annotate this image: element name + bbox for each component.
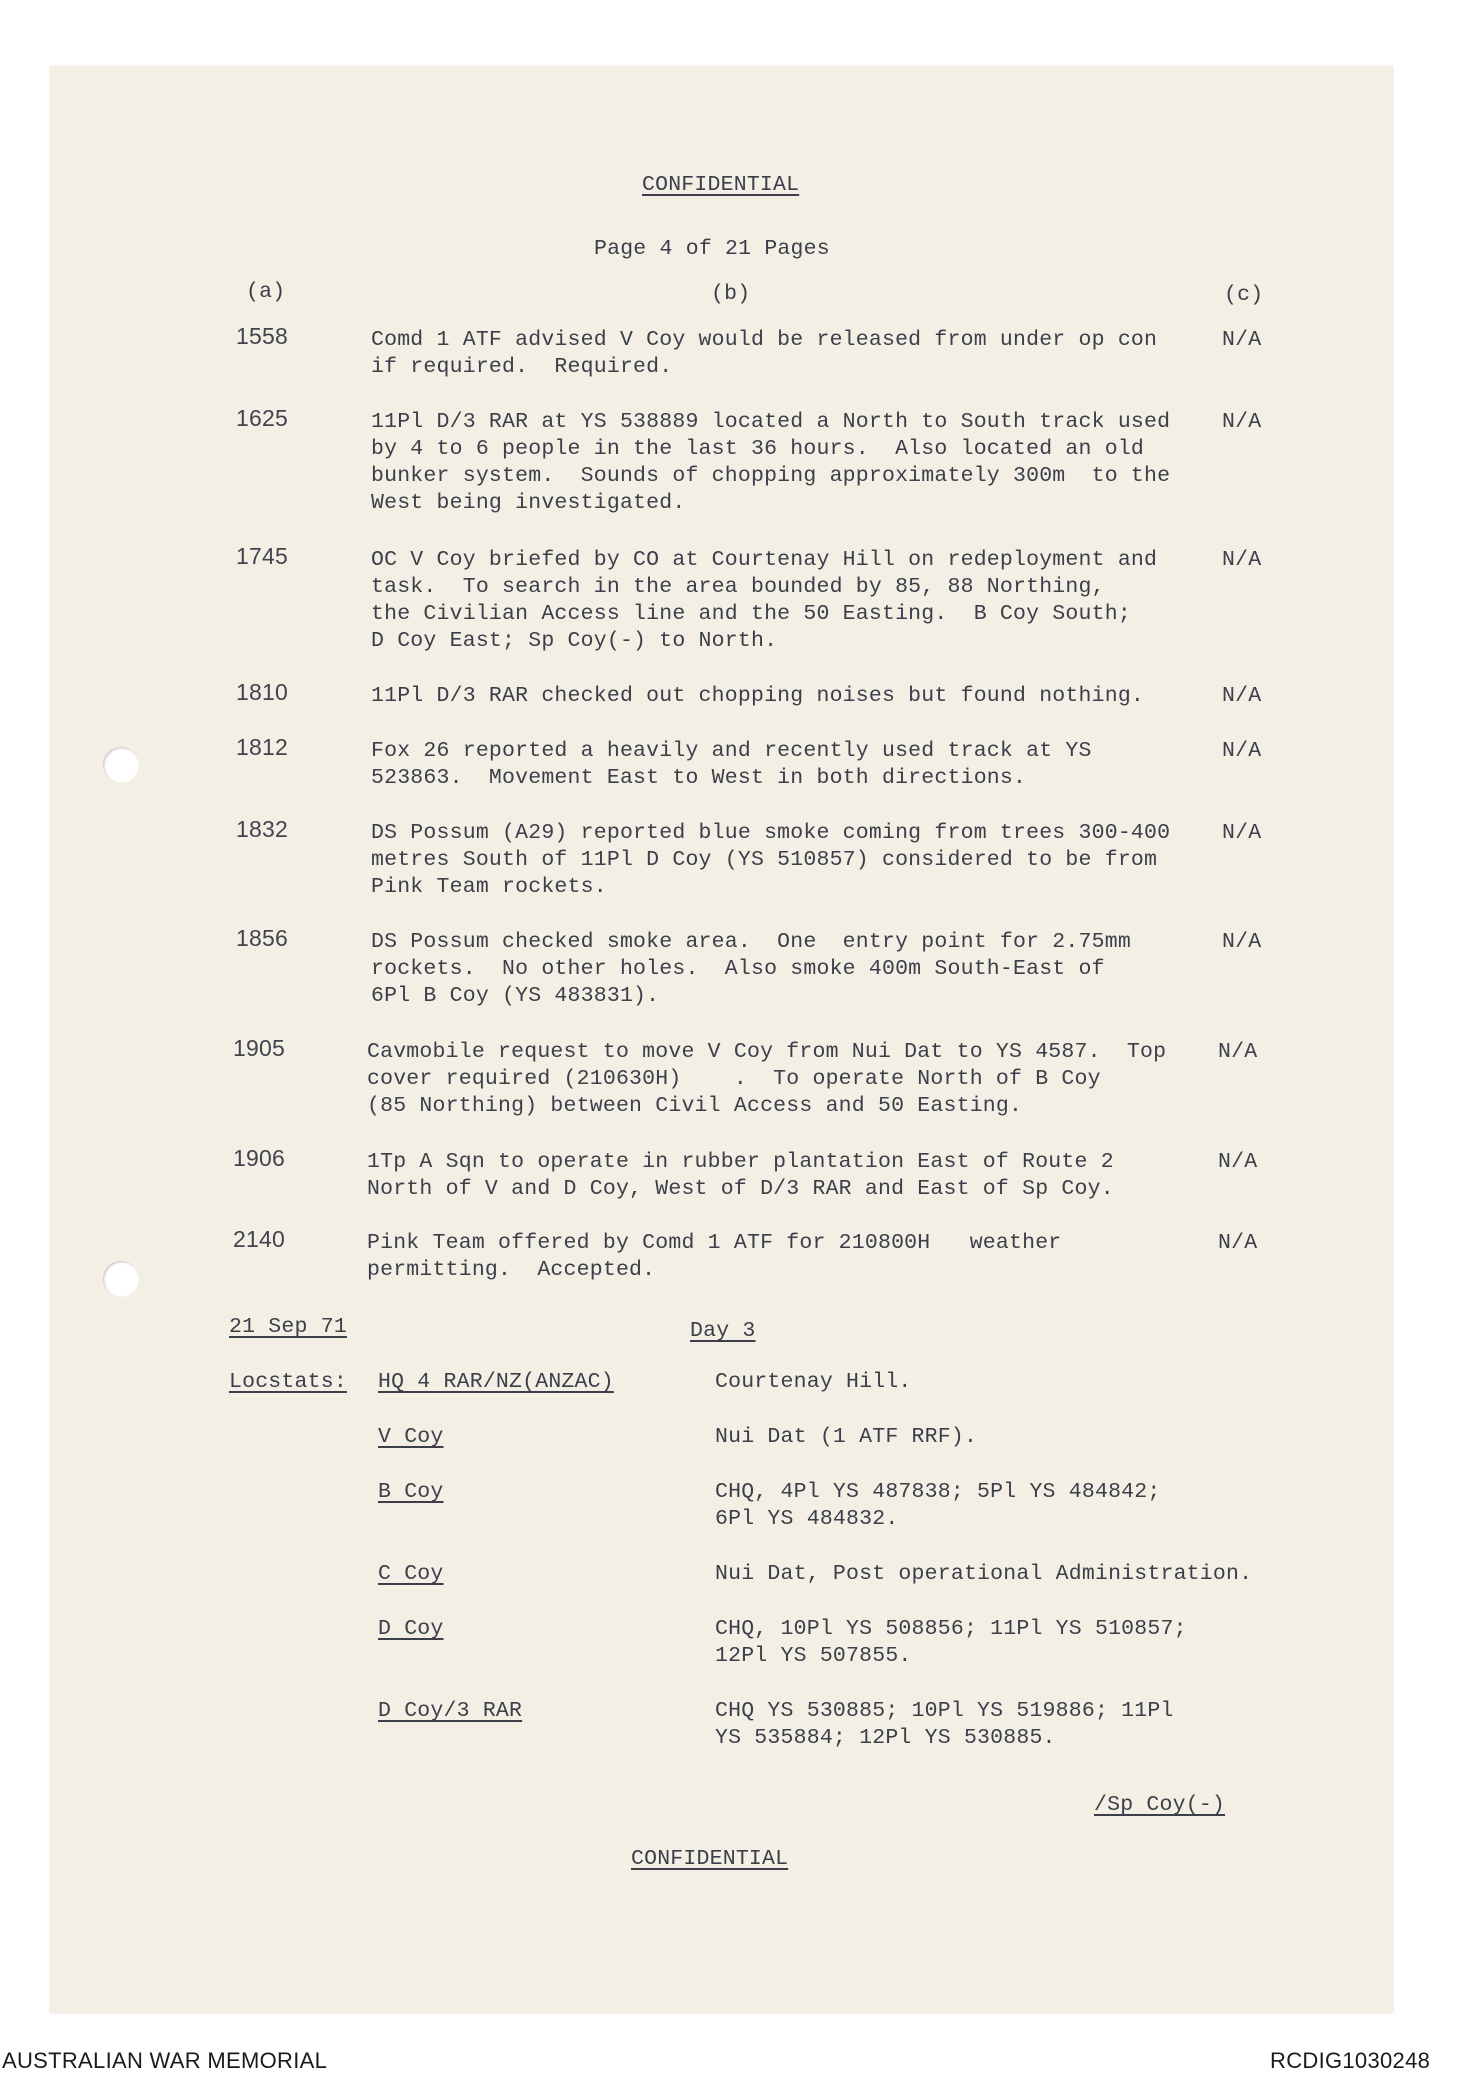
entry-status: N/A [1218,1040,1258,1064]
entry-text-line: 523863. Movement East to West in both directions. [371,766,1027,790]
locstat-unit: V Coy [378,1425,444,1449]
entry-text-line: Fox 26 reported a heavily and recently used track at YS [371,739,1092,763]
entry-status: N/A [1222,328,1262,352]
locstat-location: CHQ YS 530885; 10Pl YS 519886; 11Pl [715,1699,1174,1723]
entry-time: 1856 [236,925,288,951]
entry-time: 1812 [236,734,288,760]
locstat-location: YS 535884; 12Pl YS 530885. [715,1726,1056,1750]
entry-text-line: DS Possum (A29) reported blue smoke coming from trees 300-400 [371,821,1171,845]
entry-text-line: 6Pl B Coy (YS 483831). [371,984,660,1008]
day-number: Day 3 [690,1319,756,1343]
locstat-location: Nui Dat (1 ATF RRF). [715,1425,978,1449]
entry-time: 1625 [236,405,288,431]
archive-credit: AUSTRALIAN WAR MEMORIAL [2,2048,328,2073]
document-page [50,66,1393,2013]
locstat-unit: C Coy [378,1562,444,1586]
entry-status: N/A [1222,821,1262,845]
entry-status: N/A [1222,930,1262,954]
entry-text-line: (85 Northing) between Civil Access and 50 Easting. [367,1094,1023,1118]
column-header-c: (c) [1224,283,1264,307]
classification-top: CONFIDENTIAL [642,173,800,197]
locstat-unit: B Coy [378,1480,444,1504]
locstat-unit: D Coy [378,1617,444,1641]
entry-text-line: by 4 to 6 people in the last 36 hours. Also located an old [371,437,1145,461]
locstat-location: Courtenay Hill. [715,1370,912,1394]
entry-text-line: Pink Team offered by Comd 1 ATF for 210800H weather [367,1231,1062,1255]
entry-text-line: Cavmobile request to move V Coy from Nui Dat to YS 4587. Top [367,1040,1167,1064]
locstat-location: CHQ, 4Pl YS 487838; 5Pl YS 484842; [715,1480,1161,1504]
entry-text-line: rockets. No other holes. Also smoke 400m South-East of [371,957,1105,981]
entry-time: 1906 [233,1145,285,1171]
entry-text-line: Pink Team rockets. [371,875,607,899]
entry-text-line: 1Tp A Sqn to operate in rubber plantation East of Route 2 [367,1150,1114,1174]
entry-text-line: North of V and D Coy, West of D/3 RAR and East of Sp Coy. [367,1177,1114,1201]
continuation-note: /Sp Coy(-) [1094,1793,1226,1817]
entry-date: 21 Sep 71 [229,1315,347,1339]
entry-text-line: 11Pl D/3 RAR checked out chopping noises but found nothing. [371,684,1145,708]
entry-text-line: cover required (210630H) . To operate North of B Coy [367,1067,1101,1091]
entry-time: 1810 [236,679,288,705]
entry-status: N/A [1222,684,1262,708]
punch-hole [103,1261,139,1297]
locstat-location: 6Pl YS 484832. [715,1507,899,1531]
locstats-label: Locstats: [229,1370,347,1394]
entry-status: N/A [1222,410,1262,434]
entry-text-line: West being investigated. [371,491,686,515]
entry-text-line: the Civilian Access line and the 50 Easting. B Coy South; [371,602,1131,626]
entry-text-line: task. To search in the area bounded by 85, 88 Northing, [371,575,1105,599]
locstat-location: Nui Dat, Post operational Administration. [715,1562,1253,1586]
locstat-unit: D Coy/3 RAR [378,1699,523,1723]
column-header-a: (a) [246,280,286,304]
column-header-b: (b) [711,282,751,306]
page-number: Page 4 of 21 Pages [594,237,830,261]
entry-status: N/A [1218,1231,1258,1255]
archive-reference: RCDIG1030248 [1270,2048,1431,2073]
entry-text-line: 11Pl D/3 RAR at YS 538889 located a North to South track used [371,410,1171,434]
entry-text-line: OC V Coy briefed by CO at Courtenay Hill on redeployment and [371,548,1158,572]
entry-text-line: DS Possum checked smoke area. One entry point for 2.75mm [371,930,1131,954]
entry-text-line: if required. Required. [371,355,673,379]
entry-status: N/A [1218,1150,1258,1174]
entry-text-line: D Coy East; Sp Coy(-) to North. [371,629,778,653]
entry-time: 1745 [236,543,288,569]
entry-time: 1558 [236,323,288,349]
locstat-location: CHQ, 10Pl YS 508856; 11Pl YS 510857; [715,1617,1187,1641]
classification-bottom: CONFIDENTIAL [631,1847,789,1871]
entry-text-line: bunker system. Sounds of chopping approximately 300m to the [371,464,1171,488]
locstat-location: 12Pl YS 507855. [715,1644,912,1668]
punch-hole [103,747,139,783]
entry-time: 2140 [233,1226,285,1252]
entry-text-line: Comd 1 ATF advised V Coy would be released from under op con [371,328,1158,352]
locstat-unit: HQ 4 RAR/NZ(ANZAC) [378,1370,614,1394]
entry-time: 1905 [233,1035,285,1061]
entry-status: N/A [1222,548,1262,572]
entry-text-line: permitting. Accepted. [367,1258,656,1282]
entry-text-line: metres South of 11Pl D Coy (YS 510857) considered to be from [371,848,1158,872]
entry-time: 1832 [236,816,288,842]
entry-status: N/A [1222,739,1262,763]
